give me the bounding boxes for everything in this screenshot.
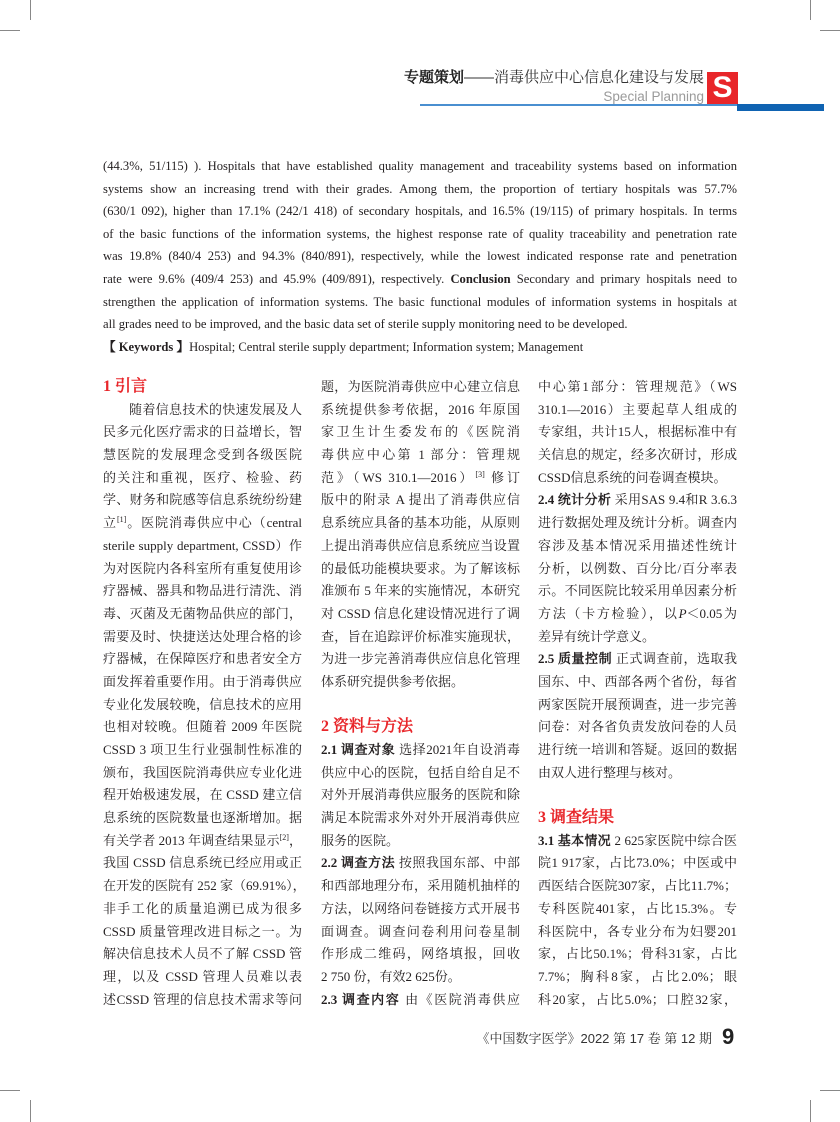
text-line: [321, 830, 520, 853]
text-line: [103, 648, 302, 671]
text-run: strengthen the application of information systems. The basic functional modules of information systems in hospitals at: [103, 294, 737, 309]
text-run: 程开始极速发展，在 CSSD 建立信: [103, 787, 302, 803]
header-accent-bar: [737, 104, 824, 111]
text-line: [321, 671, 520, 694]
text-run: 科20家，占比5.0%；口腔32家，: [538, 991, 737, 1007]
text-run: 民多元化医疗需求的日益增长，智: [103, 424, 302, 440]
text-line: [321, 580, 520, 603]
text-line: [103, 875, 306, 898]
text-run: 理，以及 CSSD 管理人员难以表: [103, 968, 302, 984]
text-line: [103, 784, 302, 807]
keywords-label: 【 Keywords 】: [103, 339, 190, 354]
text-line: [103, 467, 302, 490]
text-run: 述CSSD 管理的信息技术需求等问: [103, 991, 302, 1007]
bold-label: 2.1 调查对象: [321, 742, 396, 757]
crop-mark: [820, 1090, 840, 1091]
text-run: 对外开展消毒供应服务的医院和除: [321, 787, 520, 803]
text-run: 家，占比50.1%；骨科31家，占比: [538, 946, 737, 962]
text-line: [538, 875, 737, 898]
text-run: 供应中心的医院，包括自给自足不: [321, 764, 520, 780]
text-run: 满足本院需求外对外开展消毒供应: [321, 810, 520, 826]
text-line: [538, 580, 737, 603]
text-run: 西医结合医院307家，占比11.7%；: [538, 878, 737, 894]
text-run: 题，为医院消毒供应中心建立信息: [321, 379, 520, 394]
text-run: 体系研究提供参考依据。: [321, 673, 465, 689]
text-line: [538, 921, 737, 944]
text-line: [321, 626, 520, 649]
text-line: [103, 512, 302, 535]
text-line: [321, 762, 520, 785]
spacer: [538, 784, 737, 807]
text-line: [321, 512, 520, 535]
section-heading: [538, 807, 737, 830]
text-run: 院1 917家，占比73.0%；中医或中: [538, 855, 737, 871]
text-run: (630/1 092), higher than 17.1% (242/1 418) of secondary hospitals, and 16.5% (19/115) of primary hospitals. In terms: [103, 204, 737, 219]
keywords-text: Hospital; Central sterile supply department; Information system; Management: [189, 339, 584, 354]
text-line: [103, 626, 302, 649]
text-run: 为进一步完善消毒供应信息化管理: [321, 651, 520, 667]
text-line: [538, 489, 737, 512]
abstract-line: [103, 245, 737, 268]
citation-ref: [2]: [279, 832, 289, 842]
bold-label: 3.1 基本情况: [538, 832, 611, 848]
text-run: 7.7%；胸科8家，占比2.0%；眼: [538, 968, 737, 984]
text-run: rate were 9.6% (409/4 253) and 45.9% (409/891), respectively.: [103, 271, 451, 286]
text-run: CSSD 3 项卫生行业强制性标准的: [103, 742, 302, 757]
text-run: 按照我国东部、中部: [395, 855, 520, 871]
section-heading: [321, 716, 520, 739]
text-line: [103, 989, 302, 1012]
text-run: 服务的医院。: [321, 832, 400, 848]
text-line: [538, 898, 737, 921]
text-run: 两家医院开展预调查，进一步完善: [538, 696, 737, 712]
text-run: 中心第1部分：管理规范》（WS: [538, 379, 737, 394]
text-run: 容涉及基本情况采用描述性统计: [538, 537, 737, 553]
text-run: 专业化发展较晚，信息技术的应用: [103, 696, 302, 712]
column-left: [103, 376, 306, 1011]
abstract-body: [103, 155, 737, 336]
text-run: 的最低功能模块要求。为了解该标: [321, 560, 520, 576]
text-run: 立: [103, 515, 117, 531]
text-run: 2 资料与方法: [321, 718, 414, 736]
text-run: 1 引言: [103, 378, 148, 395]
text-run: 由双人进行整理与核对。: [538, 764, 682, 780]
bold-label: 2.5 质量控制: [538, 651, 613, 667]
bold-label: 2.2 调查方法: [321, 855, 396, 871]
text-line: [538, 989, 737, 1012]
abstract-line: [103, 268, 737, 291]
text-run: was 19.8% (840/4 253) and 94.3% (840/891), respectively, while the lowest indicated response rate and penetration: [103, 249, 737, 264]
text-run: 非手工化的质量追溯已成为很多: [103, 900, 302, 916]
page-number: 9: [722, 1024, 735, 1049]
text-run: sterile supply department, CSSD）作: [103, 537, 302, 553]
text-line: [321, 421, 520, 444]
text-run: (44.3%, 51/115) ). Hospitals that have established quality management and traceability systems based on information: [103, 159, 737, 173]
text-line: [538, 467, 737, 490]
text-run: 采用SAS 9.4和R 3.6.3: [611, 492, 737, 508]
text-line: [538, 535, 737, 558]
text-run: 系统提供参考依据，2016 年原国: [321, 401, 520, 417]
text-run: 310.1—2016）主要起草人组成的: [538, 401, 737, 417]
text-line: [103, 558, 302, 581]
italic-text: P: [678, 605, 687, 621]
text-line: [538, 739, 737, 762]
text-run: 我国 CSSD 信息系统已经应用或正: [103, 855, 302, 871]
text-line: [103, 966, 302, 989]
text-run: 在开发的医院有 252 家（69.91%），: [103, 878, 306, 894]
text-line: [103, 898, 302, 921]
spacer: [321, 694, 520, 717]
text-run: 科医院中，各专业分布为妇婴201: [538, 923, 737, 939]
header-divider: [420, 104, 738, 106]
text-run: 示。不同医院比较采用单因素分析: [538, 583, 737, 599]
text-run: 解决信息技术人员不了解 CSSD 管: [103, 946, 302, 962]
text-run: 学、财务和院感等信息系统纷纷建: [103, 492, 302, 508]
text-run: 分析，以例数、百分比/百分率表: [538, 560, 737, 576]
text-line: [103, 399, 302, 422]
text-line: [321, 989, 520, 1012]
abstract: [103, 155, 737, 358]
text-line: [321, 648, 520, 671]
text-line: [321, 376, 520, 399]
text-run: 修订: [484, 469, 520, 485]
text-line: [321, 489, 520, 512]
text-line: [538, 716, 737, 739]
text-run: 差异有统计学意义。: [538, 628, 656, 644]
section-title: [404, 69, 704, 87]
text-run: 进行统一培训和答疑。返回的数据: [538, 742, 737, 757]
text-run: CSSD信息系统的问卷调查模块。: [538, 469, 727, 485]
text-run: 2 750 份，有效2 625份。: [321, 968, 461, 984]
text-run: 疗器械，在保障医疗和患者安全方: [103, 651, 302, 667]
text-line: [538, 603, 737, 626]
abstract-line: [103, 178, 737, 201]
text-line: [103, 603, 302, 626]
text-line: [321, 558, 520, 581]
text-run: 面发挥着重要作用。由于消毒供应: [103, 673, 302, 689]
crop-mark: [810, 1100, 811, 1122]
text-run: 专科医院401家，占比15.3%。专: [538, 900, 737, 916]
text-line: [321, 898, 520, 921]
text-line: [103, 852, 302, 875]
journal-citation: 《中国数字医学》2022 第 17 卷 第 12 期: [476, 1031, 712, 1046]
text-line: [538, 648, 737, 671]
text-run: 选择2021年自设消毒: [395, 742, 520, 757]
text-line: [103, 444, 302, 467]
text-run: 关信息的规定，经多次研讨，形成: [538, 447, 737, 463]
text-run: 问卷：对各省负责发放问卷的人员: [538, 719, 737, 735]
section-title-bold: 专题策划: [403, 69, 464, 86]
text-line: [103, 421, 302, 444]
text-run: 随着信息技术的快速发展及人: [129, 401, 302, 417]
text-run: 息系统的医院数量也逐渐增加。据: [103, 810, 302, 826]
text-line: [538, 852, 737, 875]
text-run: 毒供应中心第 1 部分：管理规: [321, 447, 520, 463]
text-run: 对 CSSD 信息化建设情况进行了调: [321, 605, 520, 621]
text-line: [321, 807, 520, 830]
text-run: 方法，以网络问卷链接方式开展书: [321, 900, 520, 916]
text-run: all grades need to be improved, and the basic data set of sterile supply monitoring need to be developed.: [103, 317, 628, 332]
text-run: 查，旨在追踪评价标准实施现状，: [321, 628, 520, 644]
text-run: 和西部地理分布，采用随机抽样的: [321, 878, 520, 894]
text-line: [321, 467, 520, 490]
section-heading: [103, 376, 302, 399]
text-line: [538, 376, 737, 399]
text-run: 为对医院内各科室所有重复使用诊: [103, 560, 302, 576]
crop-mark: [0, 30, 20, 31]
text-line: [538, 671, 737, 694]
crop-mark: [30, 0, 31, 20]
column-middle: [321, 376, 520, 1011]
text-line: [103, 716, 302, 739]
abstract-line: [103, 155, 737, 178]
abstract-line: [103, 291, 737, 314]
text-run: 毒、灭菌及无菌物品供应的部门，: [103, 605, 302, 621]
keywords: [103, 336, 737, 359]
text-line: [103, 580, 302, 603]
text-run: 作形成二维码，网络填报，回收: [321, 946, 520, 962]
text-line: [103, 489, 302, 512]
text-line: [321, 739, 520, 762]
text-line: [103, 807, 302, 830]
text-line: [103, 762, 302, 785]
text-line: [538, 626, 737, 649]
text-run: 专家组，共计15人，根据标准中有: [538, 424, 737, 440]
bold-label: 2.4 统计分析: [538, 492, 612, 508]
section-title-text: ——消毒供应中心信息化建设与发展: [463, 69, 704, 86]
text-line: [321, 852, 520, 875]
text-line: [321, 603, 520, 626]
text-run: 范》（WS 310.1—2016）: [321, 469, 476, 485]
bold-label: Conclusion: [450, 271, 511, 286]
text-run: 由《医院消毒供应: [400, 991, 520, 1007]
text-line: [321, 444, 520, 467]
text-line: [321, 535, 520, 558]
citation-ref: [3]: [475, 469, 485, 479]
text-line: [103, 921, 302, 944]
text-run: 。医院消毒供应中心（central: [126, 515, 302, 531]
text-run: 家卫生计生委发布的《医院消: [321, 424, 520, 440]
abstract-line: [103, 223, 737, 246]
text-run: 需要及时、快捷送达处理合格的诊: [103, 628, 302, 644]
text-run: 国东、中、西部各两个省份，每省: [538, 673, 737, 689]
text-run: 2 625家医院中综合医: [610, 832, 737, 848]
text-run: ，: [288, 832, 302, 848]
citation-ref: [1]: [116, 515, 127, 525]
text-line: [103, 671, 302, 694]
text-run: 准颁布 5 年来的实施情况，本研究: [321, 583, 520, 599]
text-run: 息系统应具备的基本功能，从原则: [321, 515, 520, 531]
bold-label: 2.3 调查内容: [321, 991, 401, 1007]
text-line: [538, 444, 737, 467]
text-line: [103, 535, 302, 558]
text-run: 有关学者 2013 年调查结果显示: [103, 832, 280, 848]
text-run: systems show an increasing trend with their grades. Among them, the proportion of tertiary hospitals was 57.7%: [103, 181, 737, 196]
text-run: 3 调查结果: [538, 809, 615, 827]
text-line: [538, 943, 737, 966]
text-run: 慧医院的发展理念受到各级医院: [103, 447, 302, 463]
text-line: [538, 558, 737, 581]
text-line: [538, 694, 737, 717]
text-line: [321, 784, 520, 807]
text-run: Secondary and primary hospitals need to: [510, 271, 737, 286]
text-run: of the basic functions of the information systems, the highest response rate of quality traceability and penetration rate: [103, 226, 737, 241]
text-line: [103, 943, 302, 966]
crop-mark: [820, 30, 840, 31]
text-run: ＜0.05为: [686, 605, 737, 621]
crop-mark: [30, 1100, 31, 1122]
section-subtitle: Special Planning: [603, 89, 704, 104]
crop-mark: [810, 0, 811, 20]
text-line: [321, 921, 520, 944]
text-line: [321, 943, 520, 966]
text-run: 版中的附录 A 提出了消毒供应信: [321, 492, 520, 508]
text-run: 的关注和重视，医疗、检验、药: [103, 469, 302, 485]
text-run: 进行数据处理及统计分析。调查内: [538, 515, 737, 531]
text-run: 疗器械、器具和物品进行清洗、消: [103, 583, 302, 599]
column-right: [538, 376, 737, 1011]
text-run: 也相对较晚。但随着 2009 年医院: [103, 719, 302, 735]
text-run: 颁布，我国医院消毒供应专业化进: [103, 764, 302, 780]
text-line: [538, 966, 737, 989]
text-line: [538, 830, 737, 853]
abstract-line: [103, 313, 737, 336]
text-line: [103, 694, 302, 717]
section-logo: S: [707, 72, 738, 104]
crop-mark: [0, 1090, 20, 1091]
text-run: 正式调查前，选取我: [612, 651, 737, 667]
text-line: [321, 966, 520, 989]
text-line: [538, 399, 737, 422]
text-line: [103, 830, 302, 853]
text-run: 面调查。调查问卷利用问卷星制: [321, 923, 520, 939]
text-run: 上提出消毒供应信息系统应当设置: [321, 537, 520, 553]
abstract-line: [103, 200, 737, 223]
text-line: [321, 875, 520, 898]
text-run: 方法（卡方检验），以: [538, 605, 679, 621]
text-line: [538, 762, 737, 785]
text-line: [538, 512, 737, 535]
text-line: [103, 739, 302, 762]
text-line: [321, 399, 520, 422]
text-line: [538, 421, 737, 444]
text-run: CSSD 质量管理改进目标之一。为: [103, 923, 302, 939]
